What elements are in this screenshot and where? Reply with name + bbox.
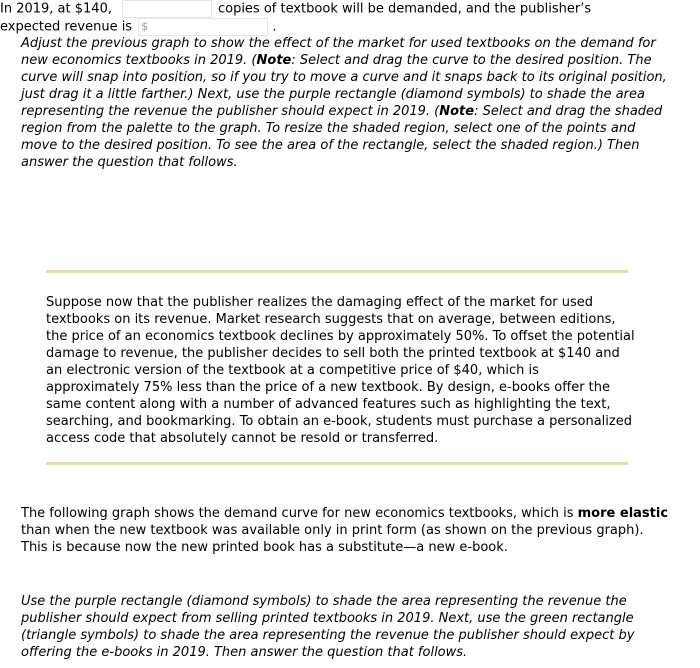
question-line-1	[0, 0, 650, 18]
expected-revenue-input[interactable]	[138, 18, 268, 36]
graph-description-text-2: than when the new textbook was available only in print form (as shown on the previous graph). This is because now the new printed book has a substitute—a new e-book.	[21, 523, 644, 555]
question-line2-prefix: expected revenue is	[0, 19, 133, 35]
intro-note-label-2: Note	[439, 104, 475, 119]
section-divider	[46, 270, 628, 273]
currency-symbol: $	[141, 20, 149, 33]
graph-description-bold: more elastic	[577, 506, 669, 521]
scenario-paragraph: Suppose now that the publisher realizes the damaging effect of the market for used textbooks on its revenue. Market research suggests that on average, between editions, the price of an economics textbook declines by approximately 50%. To offset the potential damage to revenue, the publisher decides to sell both the printed textbook at $140 and an electronic version of the textbook at a competitive price of $40, which is approximately 75% less than the price of a new textbook. By design, e-books offer the same content along with a number of advanced features such as highlighting the text, searching, and bookmarking. To obtain an e-book, students must purchase a personalized access code that absolutely cannot be resold or transferred.	[46, 295, 635, 446]
question-suffix: .	[272, 19, 277, 35]
intro-text-2: : Select and drag the curve to the desired position. The curve will snap into position, so if you try to move a curve and it snaps back to its original position, just drag it a little farther.) Next, use the purple rectangle (diamond symbols) to shade the area representing the revenue the publisher should expect in 2019. (	[21, 53, 667, 119]
copies-demanded-input[interactable]	[122, 0, 212, 18]
intro-note-label-1: Note	[256, 53, 292, 68]
intro-text-1: Adjust the previous graph to show the effect of the market for used textbooks on the demand for new economics textbooks in 2019. (	[21, 36, 656, 68]
section-divider	[46, 462, 628, 465]
shading-instructions: Use the purple rectangle (diamond symbols) to shade the area representing the revenue the publisher should expect from selling printed textbooks in 2019. Next, use the green rectangle (triangle symbols) to shade the area representing the revenue the publisher should expect by offering the e-books in 2019. Then answer the question that follows.	[21, 594, 635, 660]
graph-description	[21, 505, 671, 556]
question-line-2	[0, 18, 650, 36]
intro-instructions	[21, 35, 671, 171]
graph-description-text-1: The following graph shows the demand curve for new economics textbooks, which is	[21, 506, 578, 521]
intro-text-3: : Select and drag the shaded region from the palette to the graph. To resize the shaded region, select one of the points and move to the desired position. To see the area of the rectangle, select the shaded region.) Then answer the question that follows.	[21, 104, 663, 170]
question-prefix: In 2019, at $140,	[0, 1, 112, 17]
question-middle: copies of textbook will be demanded, and the publisher’s	[217, 1, 592, 17]
